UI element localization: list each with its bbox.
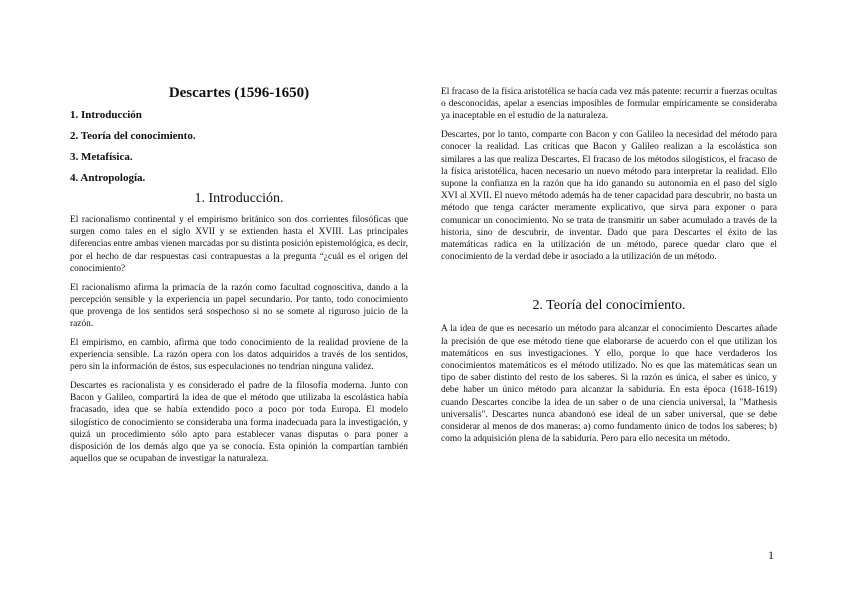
paragraph: El racionalismo continental y el empirismo británico son dos corrientes filosóficas que surgen como tales en el siglo XVII y se extienden hasta el XVIII. Las principales diferencias entre ambas vienen marcadas por su distinta posición epistemológica, es decir, por el hecho de dar respuestas casi contrapuestas a la pregunta “¿cuál es el origen del conocimiento?: [70, 215, 408, 274]
toc-item: 4. Antropología.: [70, 172, 146, 184]
paragraph: El empirismo, en cambio, afirma que todo conocimiento de la realidad proviene de la experiencia sensible. La razón opera con los datos adquiridos a través de los sentidos, pero sin la información de éstos, sus especulaciones no tendrían ninguna validez.: [70, 337, 408, 373]
page-number: 1: [768, 548, 774, 562]
left-column: [70, 84, 408, 472]
toc-item: 2. Teoría del conocimiento.: [70, 130, 196, 142]
document-title: Descartes (1596-1650): [168, 85, 310, 101]
paragraph: El fracaso de la física aristotélica se hacía cada vez más patente: recurrir a fuerzas ocultas o desconocidas, apelar a esencias imposibles de formular empíricamente se consideraba ya inaceptable en el estudio de la naturaleza.: [441, 87, 778, 122]
toc-item: 3. Metafísica.: [70, 151, 133, 163]
paragraph: Descartes, por lo tanto, comparte con Bacon y con Galileo la necesidad del método para conocer la realidad. Las críticas que Bacon y Galileo realizan a la escolástica son similares a las que realiza Descartes. El fracaso de los métodos silogísticos, el fracaso de la física aristotélica, hacen necesario un nuevo método para interpretar la realidad. Ello supone la confianza en la razón que ha ido ganando su autonomía en el paso del siglo XVI al XVII. El nuevo método además ha de tener capacidad para descubrir, no basta un método que tenga carácter meramente explicativo, que sirva para exponer o para comunicar un conocimiento. No se trata de transmitir un saber acumulado a través de la historia, sino de descubrir, de inventar. Dado que para Descartes el éxito de las matemáticas radica en la utilización de un método, parece quedar claro que el conocimiento de la verdad debe ir asociado a la utilización de un método.: [441, 130, 777, 263]
section-heading-introduccion: 1. Introducción.: [194, 191, 284, 206]
toc-item: 1. Introducción: [70, 109, 142, 121]
table-of-contents: [70, 108, 408, 185]
paragraph: El racionalismo afirma la primacía de la razón como facultad cognoscitiva, dando a la percepción sensible y la experiencia un papel secundario. Por tanto, todo conocimiento que provenga de los sentidos será sospechoso si no se somete al riguroso juicio de la razón.: [70, 282, 408, 330]
paragraph: Descartes es racionalista y es considerado el padre de la filosofía moderna. Junto con Bacon y Galileo, compartirá la idea de que el método que utilizaba la escolástica había fracasado, idea que se había extendido poco a poco por toda Europa. El modelo silogístico de conocimiento se consideraba una forma inadecuada para la investigación, y quizá un procedimiento sólo apto para establecer vanas disputas o para poner a disposición de los demás algo que ya se conocía. Esta opinión la compartían también aquellos que se ocupaban de investigar la naturaleza.: [70, 380, 408, 465]
right-column: [441, 86, 777, 452]
section-heading-teoria-conocimiento: 2. Teoría del conocimiento.: [532, 298, 686, 314]
paragraph: A la idea de que es necesario un método para alcanzar el conocimiento Descartes añade la precisión de que ese método tiene que elaborarse de acuerdo con el que utilizan los matemáticos en sus investigaciones. Y ello, porque lo que hace verdaderos los conocimientos matemáticos es el método utilizado. No es que las matemáticas sean un tipo de saber distinto del resto de los saberes. Si la razón es única, el saber es único, y debe haber un único método para alcanzar la sabiduría. En esta época (1618-1619) cuando Descartes concibe la idea de un saber o de una ciencia universal, la "Mathesis universalis". Descartes nunca abandonó ese ideal de un saber universal, que se debe considerar al menos de dos maneras: a) como fundamento único de todos los saberes; b) como la adquisición plena de la sabiduría. Pero para ello necesita un método.: [441, 324, 777, 445]
